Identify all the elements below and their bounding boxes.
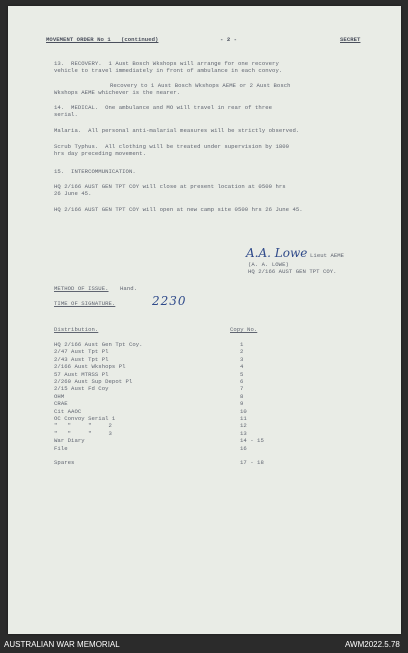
distribution-copy-number: 6 — [240, 378, 244, 385]
distribution-unit: CRAE — [54, 400, 68, 408]
distribution-copy-number: 8 — [240, 392, 244, 400]
handwritten-signature: A.A. Lowe — [246, 246, 308, 260]
para15-line4: HQ 2/166 AUST GEN TPT COY will open at new camp site 0500 hrs 26 June 45. — [54, 206, 303, 213]
time-of-signature-label: TIME OF SIGNATURE. — [54, 300, 116, 307]
para14-line2: serial. — [54, 111, 78, 118]
para13-line4: Wkshops AEME whichever is the nearer. — [54, 89, 181, 96]
distribution-unit: 2/15 Aust Fd Coy — [54, 385, 109, 393]
para15-line2: HQ 2/166 AUST GEN TPT COY will close at present location at 0500 hrs — [54, 183, 286, 190]
distribution-heading: Distribution. — [54, 326, 99, 333]
para15-line3: 26 June 45. — [54, 190, 92, 197]
distribution-unit: 2/43 Aust Tpt Pl — [54, 355, 109, 363]
distribution-unit: War Diary — [54, 437, 85, 445]
footer-source: AUSTRALIAN WAR MEMORIAL — [4, 640, 120, 649]
distribution-copy-number: 7 — [240, 385, 244, 393]
document-page — [8, 6, 401, 634]
distribution-unit: File — [54, 444, 68, 452]
para13-line3: Recovery to 1 Aust Bosch Wkshops AEME or 2 Aust Bosch — [110, 82, 291, 89]
distribution-unit: OC Convoy Serial 1 — [54, 415, 116, 422]
distribution-unit: OHM — [54, 392, 65, 400]
distribution-copy-number: 11 — [240, 415, 247, 422]
distribution-unit: " " " 3 — [54, 429, 112, 437]
distribution-unit: 2/166 Aust Wkshops Pl — [54, 363, 126, 371]
distribution-copy-number: 4 — [240, 363, 244, 371]
page-number: - 2 - — [220, 36, 238, 43]
distribution-copy-number: 1 — [240, 341, 244, 348]
distribution-copy-number: 3 — [240, 355, 244, 363]
time-of-signature-value: 2230 — [152, 294, 187, 308]
malaria-para: Malaria. All personal anti-malarial measures will be strictly observed. — [54, 127, 300, 134]
signatory-rank: Lieut AEME — [310, 252, 345, 259]
distribution-copy-number: 9 — [240, 400, 244, 408]
signatory-unit: HQ 2/166 AUST GEN TPT COY. — [248, 268, 337, 275]
para13-line1: 13. RECOVERY. 1 Aust Bosch Wkshops will arrange for one recovery — [54, 60, 279, 67]
copy-no-heading: Copy No. — [230, 326, 258, 333]
distribution-unit: HQ 2/166 Aust Gen Tpt Coy. — [54, 341, 143, 348]
distribution-unit: 2/47 Aust Tpt Pl — [54, 348, 109, 356]
signatory-name: (A. A. LOWE) — [248, 261, 289, 268]
distribution-copy-number: 17 - 18 — [240, 459, 264, 467]
classification-mark: SECRET — [340, 36, 361, 43]
distribution-copy-number: 13 — [240, 429, 247, 437]
distribution-copy-number: 5 — [240, 370, 244, 378]
distribution-unit: 57 Aust MTRSS Pl — [54, 370, 109, 378]
distribution-copy-number: 10 — [240, 407, 247, 415]
distribution-unit: 2/260 Aust Sup Depot Pl — [54, 378, 133, 385]
distribution-copy-number: 2 — [240, 348, 244, 356]
distribution-copy-number: 12 — [240, 422, 247, 430]
para15-heading: 15. INTERCOMMUNICATION. — [54, 168, 136, 175]
scrub-typhus-line1: Scrub Typhus. All clothing will be treated under supervision by 1800 — [54, 143, 290, 150]
order-header: MOVEMENT ORDER No 1 (continued) — [46, 36, 159, 43]
para13-line2: vehicle to travel immediately in front of ambulance in each convoy. — [54, 67, 283, 74]
distribution-copy-number: 14 - 15 — [240, 437, 264, 445]
method-of-issue-label: METHOD OF ISSUE. — [54, 285, 109, 292]
distribution-unit: Cit AAOC — [54, 407, 82, 415]
distribution-unit: " " " 2 — [54, 422, 112, 430]
footer-reference: AWM2022.5.78 — [345, 640, 400, 649]
distribution-unit: Spares — [54, 459, 75, 467]
scrub-typhus-line2: hrs day preceding movement. — [54, 150, 146, 157]
method-of-issue-value: Hand. — [120, 285, 138, 292]
distribution-copy-number: 16 — [240, 444, 247, 452]
para14-line1: 14. MEDICAL. One ambulance and MO will travel in rear of three — [54, 104, 273, 111]
